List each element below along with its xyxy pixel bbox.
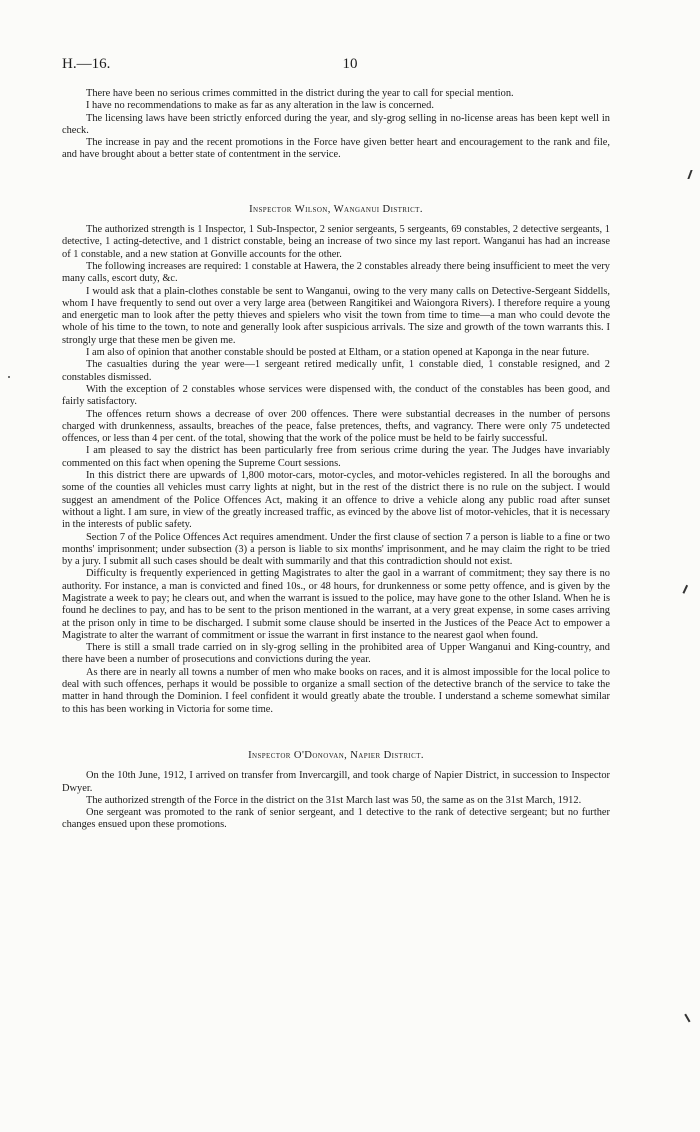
body-paragraph: I am pleased to say the district has been particularly free from serious crime during the year. The Judges have invariably commented on this fact when opening the Supreme Court sessions. bbox=[62, 445, 610, 469]
body-paragraph: I would ask that a plain-clothes constable be sent to Wanganui, owing to the very many calls on Detective-Sergeant Siddells, whom I have frequently to send out over a very large area (between Rangitikei and Waiongora Rivers). I therefore require a young and energetic man to look after the petty thieves and spielers who visit the town from time to time—a man who could devote the whole of his time to the town, to note and generally look after suspicious arrivals. The size and growth of the town warrants this. I strongly urge that these men be given me. bbox=[62, 285, 610, 346]
body-paragraph: The following increases are required: 1 constable at Hawera, the 2 constables already there being insufficient to meet the very many calls, escort duty, &c. bbox=[62, 260, 610, 285]
body-paragraph: Section 7 of the Police Offences Act requires amendment. Under the first clause of section 7 a person is liable to a fine or two months' imprisonment; under subsection (3) a person is liable to six months' imprisonment, and he may claim the right to be tried by a jury. I submit all such cases should be dealt with summarily and that this contradiction should not exist. bbox=[62, 531, 610, 568]
margin-mark bbox=[681, 170, 692, 179]
section-heading-wilson: Inspector Wilson, Wanganui District. bbox=[249, 203, 423, 215]
section-heading-odonovan: Inspector O'Donovan, Napier District. bbox=[248, 749, 424, 761]
body-paragraph: With the exception of 2 constables whose services were dispensed with, the conduct of the constables has been good, and fairly satisfactory. bbox=[62, 383, 610, 408]
body-paragraph: On the 10th June, 1912, I arrived on transfer from Invercargill, and took charge of Napier District, in succession to Inspector Dwyer. bbox=[62, 770, 610, 794]
scan-speck bbox=[8, 376, 10, 378]
body-paragraph: The offences return shows a decrease of over 200 offences. There were substantial decreases in the number of persons charged with drunkenness, assaults, breaches of the peace, false pretences, thefts, and vagrancy. There were only 75 undetected offences, or less than 4 per cent. of the total, showing that the work of the police must be held to be fairly successful. bbox=[62, 408, 610, 445]
body-paragraph: One sergeant was promoted to the rank of senior sergeant, and 1 detective to the rank of detective sergeant; but no further changes ensued upon these promotions. bbox=[62, 807, 610, 831]
margin-mark bbox=[684, 1011, 695, 1023]
body-paragraph: As there are in nearly all towns a number of men who make books on races, and it is almost impossible for the local police to deal with such offences, perhaps it would be possible to organize a small section of the detective branch of the service to take the matter in hand through the Dominion. I feel confident it would greatly abate the trouble. I understand a scheme somewhat similar to this has been working in Victoria for some time. bbox=[62, 666, 610, 715]
body-paragraph: The casualties during the year were—1 sergeant retired medically unfit, 1 constable died, 1 constable resigned, and 2 constables dismissed. bbox=[62, 359, 610, 383]
page-number: 10 bbox=[342, 56, 358, 72]
body-paragraph: There have been no serious crimes committed in the district during the year to call for special mention. bbox=[86, 88, 514, 99]
body-paragraph: Difficulty is frequently experienced in getting Magistrates to alter the gaol in a warrant of commitment; they say there is no authority. For instance, a man is convicted and fined 10s., or 48 hours, for drunkenness or some petty offence, and is given by the Magistrate a week to pay; he clears out, and when the warrant is issued to the police, may have gone to the other Island. When he is found he declines to pay, and has to be sent to the prison mentioned in the warrant, at a very great expense, in some cases arriving at the prison only in time to be discharged. I submit some clause should be inserted in the Justices of the Peace Act to empower a Magistrate to alter the warrant of commitment or issue the warrant in first instance to the nearest gaol when found. bbox=[62, 568, 610, 641]
body-paragraph: The increase in pay and the recent promotions in the Force have given better heart and encouragement to the rank and file, and have brought about a better state of contentment in the service. bbox=[62, 137, 610, 161]
body-paragraph: The authorized strength is 1 Inspector, 1 Sub-Inspector, 2 senior sergeants, 5 sergeants, 69 constables, 2 detective sergeants, 1 detective, 1 acting-detective, and 1 district constable, being an increase of two since my last report. Wanganui has had an increase of 1 constable, and a new station at Gonville accounts for the other. bbox=[62, 224, 610, 260]
body-paragraph: I have no recommendations to make as far as any alteration in the law is concerned. bbox=[86, 100, 434, 112]
report-body bbox=[62, 88, 610, 832]
body-paragraph: There is still a small trade carried on in sly-grog selling in the prohibited area of Upper Wanganui and King-country, and there have been a number of prosecutions and convictions during the year. bbox=[62, 642, 610, 666]
body-paragraph: The licensing laws have been strictly enforced during the year, and sly-grog selling in no-license areas has been kept well in check. bbox=[62, 112, 610, 136]
margin-mark bbox=[682, 585, 693, 597]
page-header bbox=[62, 56, 638, 76]
body-paragraph: In this district there are upwards of 1,800 motor-cars, motor-cycles, and motor-vehicles registered. In all the boroughs and some of the counties all vehicles must carry lights at night, but in the rest of the district there is no rule on the subject. I would suggest an amendment of the Police Offences Act, making it an offence to drive a vehicle along any public road after sunset without a light. I am sure, in view of the greatly increased traffic, as evinced by the above list of motor-vehicles, that it is necessary in the interests of public safety. bbox=[62, 470, 610, 531]
document-reference: H.—16. bbox=[62, 56, 111, 72]
body-paragraph: The authorized strength of the Force in the district on the 31st March last was 50, the same as on the 31st March, 1912. bbox=[86, 794, 582, 806]
body-paragraph: I am also of opinion that another constable should be posted at Eltham, or a station opened at Kaponga in the near future. bbox=[86, 347, 590, 359]
